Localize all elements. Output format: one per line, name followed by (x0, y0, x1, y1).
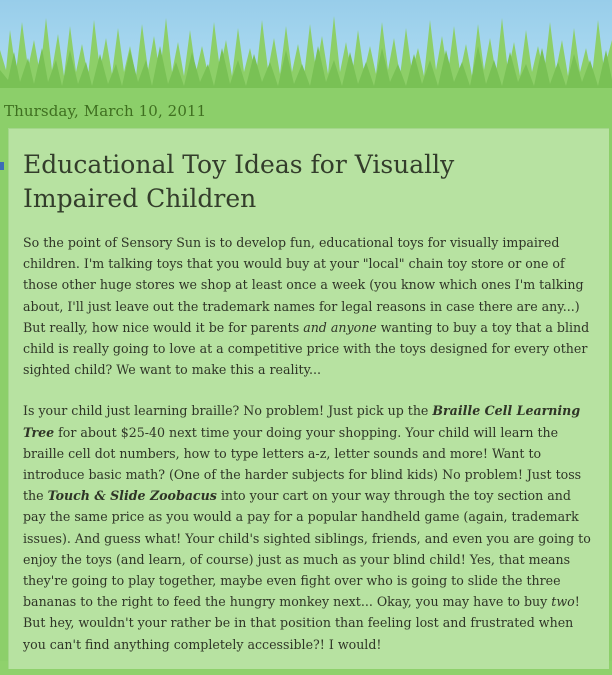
post-body (23, 232, 593, 675)
paragraph-2-end: ! But hey, wouldn't your rather be in that position than feeling lost and frustrated when you can't find anything completely accessible?! I would! (23, 594, 580, 652)
paragraph-2-continued: into your cart on your way through the toy section and pay the same price as you would a pay for a popular handheld game (again, trademark issues). And guess what! Your child's sighted siblings, friends, and even you are going to enjoy the toys (and learn, of course) just as much as your blind child! Yes, that means they're going to play together, maybe even fight over who is going to slide the three bananas to the right to feed the hungry monkey next... Okay, you may have to buy (23, 488, 591, 610)
grass-banner (0, 0, 612, 95)
product-touch-slide-zoobacus: Touch & Slide Zoobacus (47, 488, 217, 504)
post-paragraph-2 (23, 400, 593, 654)
paragraph-1-tail: wanting to buy a toy that a blind child is really going to love at a competitive price with the toys designed for every other sighted child? We want to make this a reality... (23, 319, 590, 378)
post-date-header: Thursday, March 10, 2011 (4, 102, 207, 120)
emphasis-and-anyone: and anyone (303, 319, 377, 335)
post-paragraph-1 (23, 232, 593, 380)
paragraph-2-middle: for about $25-40 next time your doing your shopping. Your child will learn the braille cell dot numbers, how to type letters a-z, letter sounds and more! Want to introduce basic math? (One of the harder subjects for blind kids) No problem! Just toss the (23, 424, 582, 504)
product-braille-cell-learning-tree: Braille Cell Learning Tree (23, 403, 581, 440)
paragraph-1-text: So the point of Sensory Sun is to develop fun, educational toys for visually impaired children. I'm talking toys that you would buy at your "local" chain toy store or one of those other huge stores we shop at least once a week (you know which ones I'm talking about, I'll just leave out the trademark names for legal reasons in case there are any...) But really, how nice would it be for parents (23, 235, 584, 335)
post-title[interactable]: Educational Toy Ideas for Visually Impaired Children (23, 150, 455, 213)
edge-marker (0, 162, 4, 170)
emphasis-two: two (551, 594, 575, 610)
paragraph-2-intro: Is your child just learning braille? No problem! Just pick up the (23, 403, 429, 419)
